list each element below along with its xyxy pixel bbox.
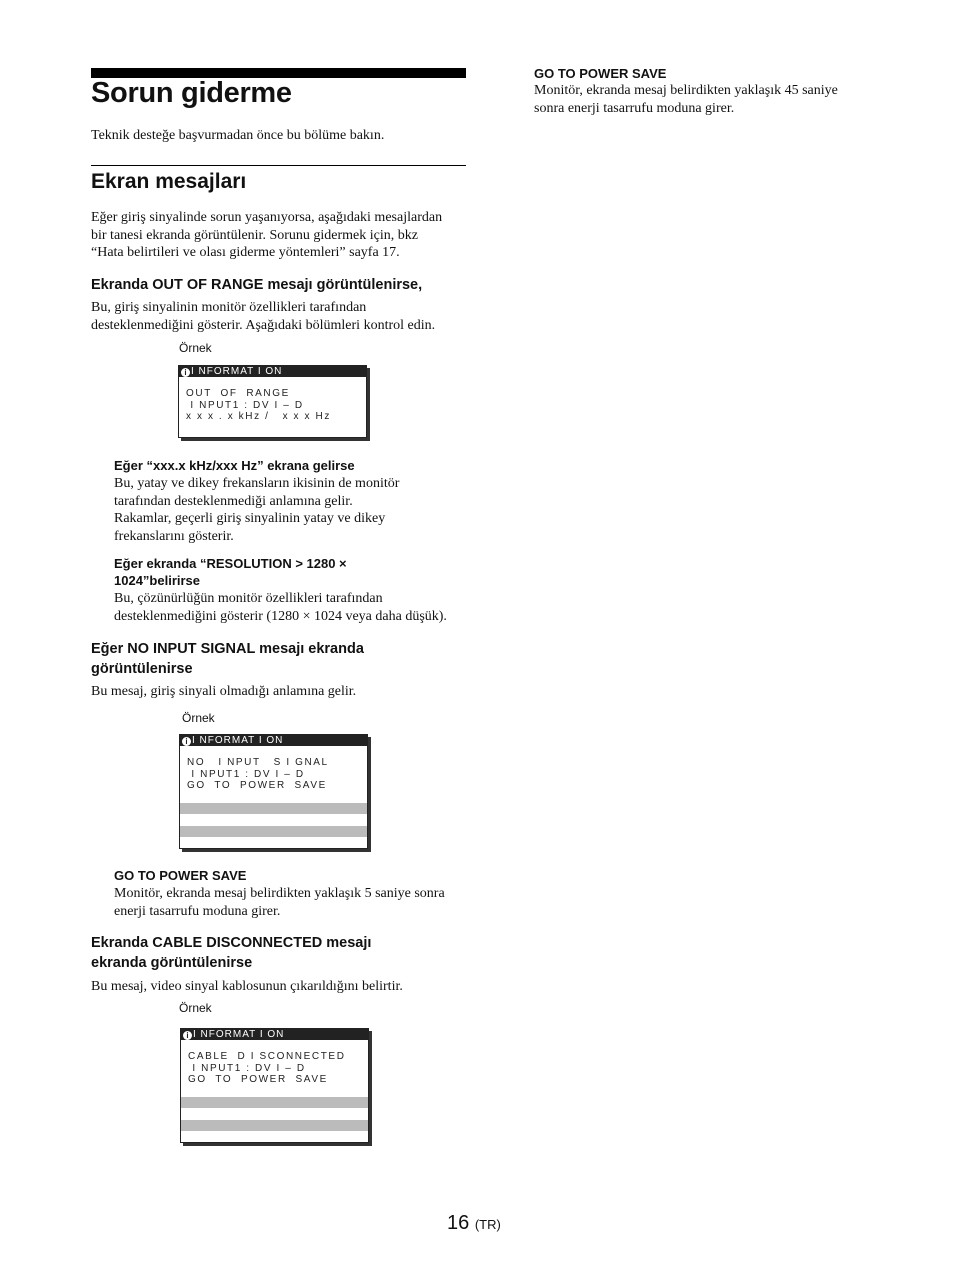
osd-line: OUT OF RANGE bbox=[186, 388, 290, 399]
osd-header-text: I NFORMAT I ON bbox=[191, 366, 283, 377]
page-title: Sorun giderme bbox=[91, 77, 292, 109]
info-icon: i bbox=[183, 1031, 192, 1040]
osd-line: I NPUT1 : DV I – D bbox=[188, 1062, 306, 1074]
text-line: sonra enerji tasarrufu moduna girer. bbox=[534, 100, 735, 116]
section-rule bbox=[91, 165, 466, 166]
osd-header-text: I NFORMAT I ON bbox=[192, 735, 284, 746]
osd-body bbox=[180, 746, 367, 792]
section-intro bbox=[91, 209, 442, 262]
text-line: Bu, giriş sinyalinin monitör özellikleri tarafından bbox=[91, 300, 367, 315]
osd-out-of-range bbox=[178, 365, 367, 438]
subheading-line: Eğer ekranda “RESOLUTION > 1280 × bbox=[114, 556, 347, 571]
heading-line: Eğer NO INPUT SIGNAL mesajı ekranda bbox=[91, 641, 364, 657]
osd-body bbox=[179, 377, 366, 423]
osd-no-input bbox=[179, 734, 368, 849]
power-save-text bbox=[114, 885, 445, 920]
osd-header-text: I NFORMAT I ON bbox=[193, 1029, 285, 1040]
osd-line: I NPUT1 : DV I – D bbox=[186, 399, 304, 411]
osd-line: NO I NPUT S I GNAL bbox=[187, 757, 329, 768]
out-of-range-heading: Ekranda OUT OF RANGE mesajı görüntülenirse, bbox=[91, 277, 423, 293]
subheading-line: 1024”belirirse bbox=[114, 573, 201, 588]
osd-header bbox=[180, 735, 367, 746]
text-line: tarafından desteklenmediği anlamına gelir. bbox=[114, 493, 353, 509]
power-save-subheading: GO TO POWER SAVE bbox=[114, 868, 247, 883]
osd-header bbox=[181, 1029, 368, 1040]
osd-stripe bbox=[180, 826, 367, 837]
out-of-range-text bbox=[91, 299, 435, 334]
text-line: Bu, çözünürlüğün monitör özellikleri tarafından bbox=[114, 591, 383, 606]
example-label: Örnek bbox=[179, 1001, 212, 1015]
osd-cable-disconnected bbox=[180, 1028, 369, 1143]
example-label: Örnek bbox=[182, 711, 215, 725]
text-line: frekanslarını gösterir. bbox=[114, 528, 234, 544]
resolution-subheading bbox=[114, 555, 347, 589]
section-title: Ekran mesajları bbox=[91, 170, 247, 193]
section-intro-line: “Hata belirtileri ve olası giderme yöntemleri” sayfa 17. bbox=[91, 245, 400, 260]
text-line: Rakamlar, geçerli giriş sinyalinin yatay ve dikey bbox=[114, 511, 386, 526]
osd-line: GO TO POWER SAVE bbox=[188, 1074, 328, 1085]
heading-line: Ekranda CABLE DISCONNECTED mesajı bbox=[91, 935, 372, 951]
osd-line: x x x . x kHz / x x x Hz bbox=[186, 411, 331, 422]
heading-line: ekranda görüntülenirse bbox=[91, 955, 253, 971]
cable-text: Bu mesaj, video sinyal kablosunun çıkarıldığını belirtir. bbox=[91, 979, 403, 994]
osd-stripe bbox=[181, 1097, 368, 1108]
text-line: Bu, yatay ve dikey frekansların ikisinin de monitör bbox=[114, 476, 400, 491]
no-input-text: Bu mesaj, giriş sinyali olmadığı anlamına gelir. bbox=[91, 684, 357, 699]
frequency-text bbox=[114, 475, 399, 545]
text-line: desteklenmediğini gösterir. Aşağıdaki bölümleri kontrol edin. bbox=[91, 317, 436, 333]
page-language: (TR) bbox=[474, 1217, 501, 1232]
no-input-heading bbox=[91, 639, 364, 679]
info-icon: i bbox=[181, 368, 190, 377]
example-label: Örnek bbox=[179, 341, 212, 355]
frequency-subheading: Eğer “xxx.x kHz/xxx Hz” ekrana gelirse bbox=[114, 458, 355, 473]
osd-body bbox=[181, 1040, 368, 1086]
osd-line: CABLE D I SCONNECTED bbox=[188, 1051, 346, 1062]
text-line: enerji tasarrufu moduna girer. bbox=[114, 903, 281, 919]
page-number bbox=[447, 1212, 501, 1235]
osd-stripe bbox=[180, 803, 367, 814]
osd-header bbox=[179, 366, 366, 377]
page-intro: Teknik desteğe başvurmadan önce bu bölüme bakın. bbox=[91, 128, 385, 143]
right-power-save-text bbox=[534, 82, 838, 117]
resolution-text bbox=[114, 590, 447, 625]
osd-line: GO TO POWER SAVE bbox=[187, 780, 327, 791]
text-line: desteklenmediğini gösterir (1280 × 1024 veya daha düşük). bbox=[114, 608, 447, 624]
heading-line: görüntülenirse bbox=[91, 661, 193, 677]
osd-line: I NPUT1 : DV I – D bbox=[187, 768, 305, 780]
cable-heading bbox=[91, 933, 371, 973]
text-line: Monitör, ekranda mesaj belirdikten yaklaşık 5 saniye sonra bbox=[114, 886, 445, 901]
osd-stripe bbox=[181, 1120, 368, 1131]
section-intro-line: bir tanesi ekranda görüntülenir. Sorunu gidermek için, bkz bbox=[91, 227, 418, 243]
page-number-value: 16 bbox=[447, 1212, 470, 1234]
info-icon: i bbox=[182, 737, 191, 746]
section-intro-line: Eğer giriş sinyalinde sorun yaşanıyorsa, aşağıdaki mesajlardan bbox=[91, 210, 443, 225]
right-power-save-heading: GO TO POWER SAVE bbox=[534, 66, 667, 81]
text-line: Monitör, ekranda mesaj belirdikten yaklaşık 45 saniye bbox=[534, 83, 838, 98]
